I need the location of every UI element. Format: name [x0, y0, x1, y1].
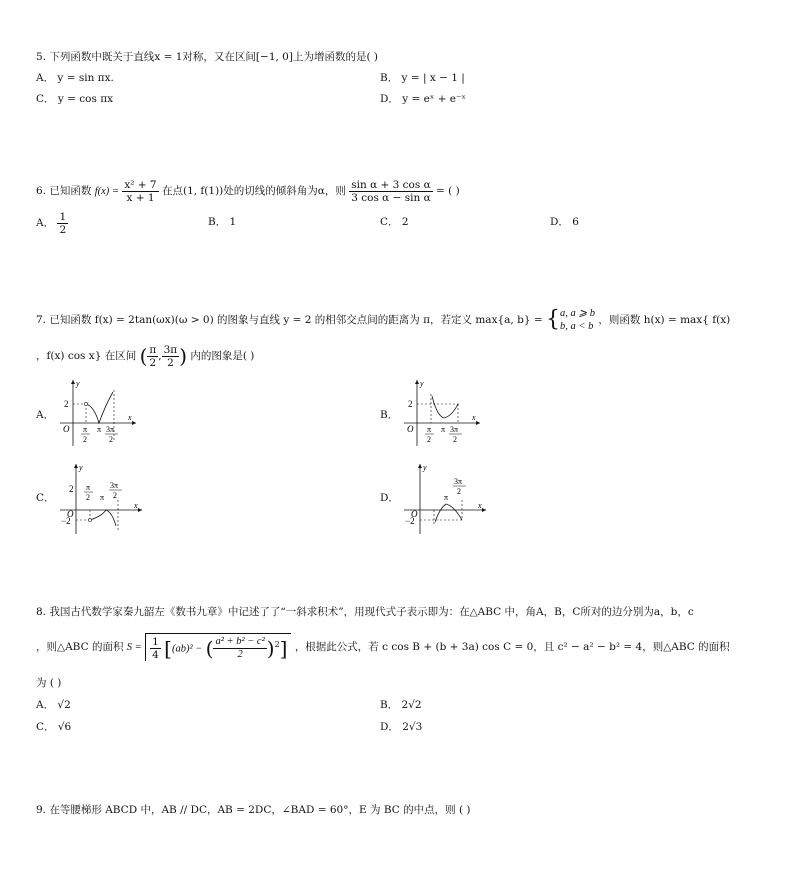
q7-graph-a-3pi2-d: 2: [109, 435, 113, 444]
q7-interval-right-num: 3π: [163, 343, 178, 356]
q6-option-c: C． 2: [380, 216, 409, 228]
q8-formula-square: 2: [274, 640, 280, 649]
q8-formula-quarter-num: 1: [152, 636, 159, 648]
q8-line1: 8. 我国古代数学家秦九韶左《数书九章》中记述了了“一斜求积术”，用现代式子表示即为：在△ABC 中，角A，B，C所对的边分别为a，b，c: [36, 606, 694, 618]
q5-stem: 5. 下列函数中既关于直线x = 1对称，又在区间[−1, 0]上为增函数的是( ): [36, 51, 378, 63]
q7-line1: [36, 305, 730, 335]
q8-option-a: A． √2: [36, 699, 71, 711]
q7-graph-d-x: x: [478, 501, 482, 510]
q8-formula-denominator: 2: [237, 649, 243, 660]
q8-line3: 为 ( ): [36, 677, 62, 689]
q8-formula-ab: (ab)² −: [171, 643, 203, 655]
q7-graph-d: [402, 460, 492, 536]
q7-graph-c: [58, 460, 148, 536]
q6-option-a-label: A．: [36, 217, 55, 229]
q7-option-c-label: C．: [36, 492, 55, 504]
q5-option-d: D． y = eˣ + e⁻ˣ: [380, 93, 467, 105]
q7-line1-b: ，则函数 h(x) = max{ f(x): [598, 314, 731, 326]
q7-graph-c-2: 2: [69, 484, 74, 494]
q7-graph-a-origin: O: [63, 424, 70, 434]
q8-formula-s: S =: [126, 642, 142, 653]
q7-graph-c-3pi2-n: 3π: [110, 481, 119, 490]
q5-option-b: B． y = | x − 1 |: [380, 72, 465, 84]
q7-graph-a: [58, 376, 142, 448]
q7-line1-a: 7. 已知函数 f(x) = 2tan(ωx)(ω > 0) 的图象与直线 y = 2 的相邻交点间的距离为 π，若定义 max{a, b} =: [36, 314, 543, 326]
q6-ratio-numerator: sin α + 3 cos α: [351, 178, 431, 191]
q7-graph-b-3pi2-d: 2: [453, 435, 457, 444]
q7-graph-d-m2: −2: [405, 516, 415, 526]
q7-interval-left-den: 2: [149, 356, 157, 369]
q8-option-d: D． 2√3: [380, 721, 423, 733]
q6-stem-end: = ( ): [436, 185, 460, 197]
q7-graph-d-3pi2-n: 3π: [454, 477, 463, 486]
q7-case-1: a, a ⩾ b: [559, 308, 596, 319]
q8-line2: [36, 626, 730, 669]
q7-graph-b-origin: O: [407, 424, 414, 434]
q8-line2-b: ，根据此公式，若 c cos B + (b + 3a) cos C = 0，且 c² − a² − b² = 4，则△ABC 的面积: [294, 641, 730, 653]
q8-formula-radical: $\frac{1}{4}$ [(ab)² − ( $\frac{\text{a² + b² − c²}}{2}$ )$^2$]: [145, 633, 291, 661]
q7-graph-b-pi2-n: π: [427, 425, 432, 434]
q7-graph-b-x: x: [472, 413, 476, 422]
q7-graph-c-origin: O: [67, 509, 74, 519]
q7-interval-left-num: π: [149, 343, 157, 356]
q7-graph-b-y: y: [420, 379, 424, 388]
q6-option-a-fraction: [57, 211, 68, 236]
q7-graph-b-pi2-d: 2: [427, 435, 431, 444]
q7-graph-d-origin: O: [411, 509, 418, 519]
q7-graph-b-pi: π: [441, 425, 446, 434]
q7-option-d-label: D．: [380, 492, 399, 504]
q7-graph-b: [402, 376, 486, 448]
q7-graph-c-pi2-d: 2: [86, 493, 90, 502]
q7-graph-a-y: y: [76, 379, 80, 388]
q7-graph-c-3pi2-d: 2: [113, 491, 117, 500]
q7-graph-c-x: x: [134, 501, 138, 510]
q7-graph-d-y: y: [423, 463, 427, 472]
q7-graph-c-pi2-n: π: [86, 483, 91, 492]
q6-f-fraction: [122, 179, 158, 204]
q5-option-a: A． y = sin πx.: [36, 72, 114, 84]
q6-ratio-fraction: [349, 179, 432, 204]
q8-formula-quarter-den: 4: [152, 649, 159, 661]
q6-option-a-numerator: 1: [59, 210, 67, 223]
q9-stem: 9. 在等腰梯形 ABCD 中，AB // DC，AB = 2DC，∠BAD = 60°，E 为 BC 的中点，则 ( ): [36, 804, 471, 816]
q7-graph-d-pi: π: [444, 493, 449, 502]
q8-option-c: C． √6: [36, 721, 72, 733]
q5-option-c: C． y = cos πx: [36, 93, 114, 105]
q7-graph-b-3pi2-n: 3π: [450, 425, 459, 434]
q7-brace: {: [545, 307, 560, 332]
q7-interval-right-den: 2: [167, 356, 174, 369]
q6-stem-pre: 6. 已知函数: [36, 185, 92, 197]
q7-graph-c-pi: π: [100, 493, 105, 502]
q7-option-a-label: A．: [36, 409, 55, 421]
q6-stem: [36, 176, 460, 207]
q7-graph-b-2: 2: [408, 399, 413, 409]
q8-formula-fraction: [213, 636, 266, 661]
q7-case-2: b, a < b: [559, 321, 594, 332]
q8-formula-quarter: [150, 636, 161, 661]
q6-f-denominator: x + 1: [126, 191, 155, 204]
q7-interval-right: [162, 344, 180, 369]
q7-graph-c-m2: −2: [61, 516, 71, 526]
q7-graph-a-2: 2: [64, 399, 69, 409]
q7-graph-a-3pi2-n: 3π: [106, 425, 115, 434]
q7-graph-d-3pi2-d: 2: [457, 487, 461, 496]
q6-f-lhs: f(x) =: [94, 186, 119, 197]
q7-graph-a-pi2-n: π: [83, 425, 88, 434]
q6-option-a-denominator: 2: [59, 223, 67, 236]
q7-line2-a: ，f(x) cos x} 在区间: [36, 350, 137, 362]
q7-interval-left: [147, 344, 158, 369]
q7-option-b-label: B．: [380, 409, 399, 421]
q7-graph-a-pi2-d: 2: [83, 435, 87, 444]
q7-graph-a-pi: π: [97, 425, 102, 434]
q8-option-b: B． 2√2: [380, 699, 422, 711]
q6-option-d: D． 6: [550, 216, 579, 228]
q8-line2-a: ，则△ABC 的面积: [36, 641, 124, 653]
q6-ratio-denominator: 3 cos α − sin α: [351, 191, 431, 204]
q6-stem-mid: 在点(1, f(1))处的切线的倾斜角为α，则: [161, 185, 346, 197]
q8-formula-numerator: a² + b² − c²: [215, 636, 265, 647]
q7-graph-a-x: x: [128, 413, 132, 422]
q7-line2: ，f(x) cos x} 在区间 ( $\frac{\pi}{2}$ , $\frac{3\pi}{2}$ ) 内的图象是( ): [36, 343, 255, 369]
q6-f-numerator: x² + 7: [124, 178, 157, 191]
q7-graph-c-y: y: [79, 463, 83, 472]
q6-option-b: B． 1: [208, 216, 237, 228]
q7-line2-b: 内的图象是( ): [190, 350, 255, 362]
q7-cases: [560, 307, 595, 333]
q6-option-a: [36, 208, 68, 238]
